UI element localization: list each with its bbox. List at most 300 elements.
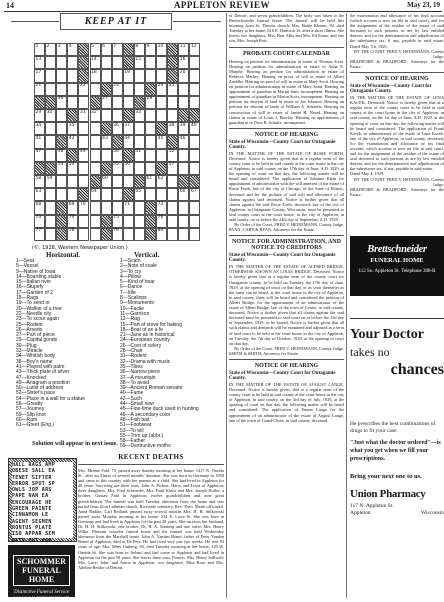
crossword-cell [112, 69, 123, 82]
horizontal-heading: Horizontal. [46, 251, 81, 259]
solution-line: AGENT SEGMEN [12, 518, 52, 525]
horizontal-clue: 1—Seat [16, 258, 35, 264]
crossword-cell: 53 [56, 162, 67, 175]
crossword-cell: 67 [189, 188, 200, 201]
schommer-address: 210 W. WASHINGTON ST. [13, 597, 70, 602]
horizontal-clue: 25—Rodent [16, 321, 43, 328]
vertical-clue: 45—Fine-time duck used in hunting [120, 406, 199, 413]
crossword-cell: 57 [167, 162, 178, 175]
crossword-column [6, 13, 224, 602]
crossword-cell: 36 [112, 122, 123, 135]
crossword-cell: 6 [101, 43, 112, 56]
crossword-cell: 56 [123, 162, 134, 175]
union-pharmacy-ad [350, 318, 444, 599]
vertical-clue: 48—Fish bait [120, 416, 150, 423]
doctor-quote: "Just what the doctor ordered"—is what you get when we fill your prescriptions. [350, 440, 441, 462]
legal-notices-column [229, 13, 344, 598]
crossword-cell: 32 [90, 109, 101, 122]
horizontal-clue: 41—Played with palm [16, 363, 65, 370]
crossword-cell [101, 83, 112, 96]
crossword-cell: 79 [112, 228, 123, 241]
crossword-cell [45, 149, 56, 162]
crossword-cell [167, 188, 178, 201]
crossword-cell [45, 162, 56, 175]
notice-court: State of Wisconsin—County Court for Outagamie County. [229, 370, 336, 381]
crossword-cell: 49 [78, 149, 89, 162]
crossword-cell [123, 149, 134, 162]
crossword-cell: 27 [101, 96, 112, 109]
crossword-cell [134, 228, 145, 241]
schommer-name: SCHOMMER FUNERAL HOME [13, 555, 70, 586]
crossword-cell: 71 [123, 201, 134, 214]
crossword-cell [134, 69, 145, 82]
crossword-cell: 33 [134, 109, 145, 122]
crossword-cell [67, 188, 78, 201]
crossword-cell [145, 135, 156, 148]
vertical-clue: 18—Boat of an a fe [120, 326, 164, 333]
crossword-cell [90, 96, 101, 109]
pharmacy-state: Wisconsin [421, 510, 444, 516]
horizontal-clue: 22—Needle city [16, 310, 52, 317]
crossword-cell [167, 43, 178, 56]
crossword-cell: 17 [34, 69, 45, 82]
crossword-cell [90, 215, 101, 228]
crossword-cell [123, 175, 134, 188]
vertical-clue: 3—To cry [120, 268, 142, 275]
solution-line: TENET SIFTER [12, 474, 52, 481]
crossword-cell [189, 69, 200, 82]
crossword-cell [67, 175, 78, 188]
crossword-cell [78, 69, 89, 82]
crossword-cell [123, 188, 134, 201]
vertical-clue: 42—Such [120, 395, 142, 402]
crossword-cell: 62 [156, 175, 167, 188]
crossword-cell [90, 135, 101, 148]
crossword-cell [90, 149, 101, 162]
crossword-cell: 73 [34, 215, 45, 228]
crossword-cell [178, 162, 189, 175]
crossword-cell [45, 122, 56, 135]
crossword-cell [123, 56, 134, 69]
horizontal-clue: 47—Knocked [16, 374, 47, 381]
vertical-clue: 35—Tibes [120, 363, 143, 370]
probate-calendar-text: Hearing on petition for administration in estate of Thomas Scott. Hearing on petition for administration in estate of Anna E. Murphy. Hearing on petition for administration in estate of Rebecca Mathey. Hearing on proof of will in estate of Albert Zuehlke. Hearing on proof of will in estate of Mary Scott. Hearing on petition for administration in estate of Mary Saint. Hearing on appointment of guardian in Martin Smit, incompetent. Hearing on appointment of guardian in Martin Scott, incompetent. Hearing on petition for descent of land in estate of Joe Johnson. Hearing on petition for descent of lands of William A. Schaefer. Hearing on construction of will in estate of James H. Nerad. Hearing on claims in estate of Louis J. Barclay. Hearing on appointment of guardian in re Dora B. Schultz, incompetent. [229, 58, 344, 125]
vertical-clue: 8—Scallops [120, 295, 147, 302]
horizontal-clue: 15—Italian river [16, 279, 52, 286]
obituary-continuation: of Detroit; and seven grandchildren. The body was taken to the Brettschneider funeral home. The funeral will be held this morning from St. Theresa church. Mrs. Hattie Kleiner, 82, died Tuesday at her home, 616 E. Hancock St. after a short illness. She leaves two daughters, Mrs. Ben. Ellis and Mrs. Ed Franz, and one son, Mrs. Joseph Pirri. [229, 13, 344, 44]
crossword-cell: 78 [67, 228, 78, 241]
vertical-clue: 10—Facile [120, 305, 144, 312]
solution-line: ENCOURAGE HE [12, 499, 52, 506]
crossword-cell: 24 [156, 83, 167, 96]
crossword-cell [90, 228, 101, 241]
crossword-cell: 64 [90, 188, 101, 201]
vertical-clue: 32—Drama with music [120, 358, 171, 365]
probate-calendar-title: PROBATE COURT CALENDAR [243, 50, 330, 57]
crossword-cell: 41 [34, 135, 45, 148]
previous-solution [8, 458, 77, 542]
crossword-cell [145, 228, 156, 241]
solution-line: HALL RAGS AMP [12, 462, 56, 468]
crossword-cell [167, 201, 178, 214]
crossword-cell [178, 149, 189, 162]
crossword-cell [45, 135, 56, 148]
crossword-cell: 20 [178, 69, 189, 82]
vertical-clue: 5—Kind of boar [120, 279, 155, 286]
doctor-headline: Your Doctor [350, 327, 425, 342]
crossword-cell [123, 83, 134, 96]
notice-of-hearing-title: NOTICE OF HEARING [254, 362, 319, 369]
crossword-cell [78, 122, 89, 135]
notice-of-hearing-text: IN THE MATTER OF THE ESTATE OF AUGUST LANGE, Deceased. Notice is hereby given, that at a regular term of the county court to be held in said county at the court house in the city of Appleton, in said county, on the 3rd day of July, 1929, at the opening of court on that day, the following matter will be heard and considered: The application of Emma Lange for the appointment of an administrator of the estate of August Lange, late of the town of Grand Chute, in said county, deceased. [229, 381, 344, 423]
crossword-cell: 60 [101, 175, 112, 188]
crossword-cell: 65 [134, 188, 145, 201]
horizontal-clue: 29—Capital gonds [16, 337, 58, 344]
crossword-cell [45, 96, 56, 109]
crossword-cell [134, 175, 145, 188]
crossword-cell: 75 [112, 215, 123, 228]
crossword-cell: 74 [67, 215, 78, 228]
crossword-cell: 70 [78, 201, 89, 214]
crossword-cell [167, 56, 178, 69]
crossword-cell [56, 135, 67, 148]
recent-deaths-title: RECENT DEATHS [118, 453, 184, 461]
crossword-cell: 76 [156, 215, 167, 228]
crossword-cell [56, 109, 67, 122]
notice-court: State of Wisconsin—County Court for Outagamie County. [229, 253, 336, 264]
crossword-cell [134, 135, 145, 148]
crossword-cell [189, 96, 200, 109]
crossword-cell: 28 [145, 96, 156, 109]
vertical-clue: 4—Pillow [120, 273, 141, 280]
solution-note: Solution will appear in next issue. [32, 441, 118, 447]
notice-date: Dated May 4, 1929. [350, 171, 385, 177]
crossword-cell: 46 [178, 135, 189, 148]
column-divider [346, 13, 347, 598]
crossword-cell [78, 135, 89, 148]
crossword-cell: 23 [112, 83, 123, 96]
notice-continuation: the examination and allowance of his final account (which account is now on file in said court), and for the assignment of the residue of the estate of said deceased to such persons as are by law entitled thereto; and for the determination and adjudication of the inheritance tax, if any, payable in said estate. Dated May 7th, 1929. [350, 13, 444, 49]
horizontal-clue: 61—Greet (Eng.) [16, 422, 55, 429]
crossword-cell: 22 [78, 83, 89, 96]
crossword-cell [156, 149, 167, 162]
crossword-cell [67, 109, 78, 122]
crossword-cell [134, 162, 145, 175]
crossword-cell [189, 56, 200, 69]
crossword-cell [78, 43, 89, 56]
crossword-banner: KEEP AT IT [60, 13, 172, 30]
notice-court: State of Wisconsin—County Court for Outagamie County. [229, 139, 336, 150]
crossword-cell: 69 [67, 201, 78, 214]
crossword-cell [189, 162, 200, 175]
crossword-cell: 80 [156, 228, 167, 241]
brettschneider-funeral-home: FUNERAL HOME [370, 257, 424, 264]
notice-of-hearing-text: IN THE MATTER OF THE ESTATE OF ROSIE FORTH, Deceased. Notice is hereby given that at a regular term of the county court to be held in said county at the court house in the city of Appleton, in said county on the 17th day of June, A.D. 1929, at the opening of court on that day, the following matter will be heard and considered: The application of Johanna Klein for appointment of administrator with the will annexed of the estate of Rosie Forth, late of the city of Chicago, in the State of Illinois, deceased and for the probate of said will and allowance of all claims against said deceased. Notice is further given that all claims against the said Rosie Forth, deceased, late of the city of Appleton, in Outagamie County, Wisconsin, must be presented to said county court at the court house, in the city of Appleton, in said county, on or before the 24th day of September, A.D. 1929. [229, 150, 344, 222]
crossword-cell: 72 [156, 201, 167, 214]
vertical-clue: 21—Jane as in historical [120, 332, 175, 339]
schommer-ad [8, 545, 75, 602]
brettschneider-ad [350, 236, 444, 296]
vertical-clue: 1—Scam [120, 258, 141, 264]
horizontal-clue: 5—Vessel [16, 263, 39, 270]
crossword-cell: 42 [67, 135, 78, 148]
crossword-cell [34, 96, 45, 109]
crossword-cell: 31 [78, 109, 89, 122]
crossword-cell: 47 [34, 149, 45, 162]
crossword-cell [56, 56, 67, 69]
crossword-cell [178, 228, 189, 241]
crossword-cell: 1 [34, 43, 45, 56]
ads-column [350, 13, 444, 598]
horizontal-clue: 43—Thick plate of silver [16, 369, 70, 376]
crossword-cell [112, 109, 123, 122]
crossword-cell [56, 175, 67, 188]
crossword-cell: 45 [156, 135, 167, 148]
brettschneider-address: 112 So. Appleton St. Telephone 308-R [358, 269, 436, 274]
crossword-cell [112, 201, 123, 214]
horizontal-clue: 17—Garden of 2 [16, 289, 53, 296]
crossword-cell: 35 [67, 122, 78, 135]
crossword-cell [167, 109, 178, 122]
notice-attorneys: RYAN, CARY & RYAN, Attorneys for the Estate. [229, 227, 316, 233]
vertical-clue: 59—Destructive moths [120, 443, 171, 450]
vertical-clue: 46—A secondary color [120, 411, 171, 418]
crossword-cell [123, 43, 134, 56]
vertical-heading: Vertical. [134, 251, 160, 259]
crossword-cell [189, 175, 200, 188]
crossword-cell [189, 201, 200, 214]
vertical-clue: 2—Note of scale [120, 263, 157, 270]
crossword-cell [45, 83, 56, 96]
crossword-cell: 13 [34, 56, 45, 69]
horizontal-clue: 18—Rags [16, 295, 39, 302]
crossword-cell: 18 [90, 69, 101, 82]
crossword-cell [189, 215, 200, 228]
crossword-cell [167, 175, 178, 188]
crossword-cell: 50 [112, 149, 123, 162]
crossword-cell: 44 [123, 135, 134, 148]
crossword-cell [189, 109, 200, 122]
notice-attorneys: SMITH & SMITH, Attorneys for Estate. [229, 350, 299, 356]
vertical-clue: 11—Garrison [120, 310, 150, 317]
recent-deaths [78, 453, 224, 570]
crossword-cell: 30 [45, 109, 56, 122]
header-rule [4, 11, 442, 12]
vertical-clues [120, 259, 224, 450]
crossword-cell [56, 228, 67, 241]
crossword-cell [45, 188, 56, 201]
crossword-cell [167, 215, 178, 228]
crossword-cell [189, 83, 200, 96]
crossword-cell [67, 149, 78, 162]
crossword-cell [90, 175, 101, 188]
vertical-clue: 28—Chair [120, 348, 143, 355]
horizontal-clue: 60—Ram [16, 416, 38, 423]
crossword-cell [156, 69, 167, 82]
crossword-cell [101, 56, 112, 69]
crossword-cell [112, 175, 123, 188]
crossword-cell [134, 96, 145, 109]
vertical-clue: 37—A mountain [120, 374, 156, 381]
crossword-cell [78, 175, 89, 188]
crossword-cell: 26 [56, 96, 67, 109]
crossword-cell: 77 [34, 228, 45, 241]
crossword-cell: 54 [67, 162, 78, 175]
vertical-clue: 53—To tell [120, 427, 144, 434]
crossword-cell [178, 83, 189, 96]
solution-line: RONTUS PLATE [12, 524, 52, 531]
crossword-cell [78, 188, 89, 201]
crossword-cell [45, 215, 56, 228]
crossword-cell [156, 188, 167, 201]
crossword-cell: 39 [178, 122, 189, 135]
crossword-cell: 34 [34, 122, 45, 135]
crossword-cell [167, 228, 178, 241]
horizontal-clue: 59—Slip knot [16, 411, 46, 418]
crossword-cell [145, 56, 156, 69]
crossword-cell [56, 201, 67, 214]
vertical-clue: 9—Monuments [120, 300, 154, 307]
notice-signature: By Order of the Court, FRED V. HEINEMANN, County Judge. [234, 345, 344, 351]
crossword-cell [90, 83, 101, 96]
vertical-clue: 7—Idle [120, 289, 136, 296]
crossword-cell: 19 [123, 69, 134, 82]
horizontal-clue: 19—To send in [16, 300, 50, 307]
horizontal-clue: 56—Greatly [16, 401, 43, 408]
crossword-cell [45, 56, 56, 69]
crossword-cell [145, 122, 156, 135]
crossword-cell [101, 201, 112, 214]
doctor-headline-3: chances [390, 361, 444, 378]
page-number: 14 [6, 1, 14, 10]
crossword-cell [156, 162, 167, 175]
crossword-cell: 55 [112, 162, 123, 175]
crossword-cell [78, 96, 89, 109]
crossword-cell [34, 162, 45, 175]
crossword-cell [178, 175, 189, 188]
crossword-grid [34, 43, 201, 241]
crossword-cell [112, 56, 123, 69]
crossword-cell: 61 [145, 175, 156, 188]
crossword-cell: 3 [56, 43, 67, 56]
crossword-cell: 29 [34, 109, 45, 122]
crossword-cell: 68 [34, 201, 45, 214]
vertical-clue: 51—Footwear [120, 422, 152, 429]
crossword-cell [189, 135, 200, 148]
horizontal-clue: 38—Boy's name [16, 358, 53, 365]
notice-court: State of Wisconsin—County Court for Outagamie County. [350, 84, 432, 95]
horizontal-clue: 30—Plug [16, 342, 37, 349]
vertical-clue: 39—Ancient Roman senator [120, 385, 183, 392]
horizontal-clue: 33—Miracle [16, 348, 43, 355]
crossword-cell [134, 122, 145, 135]
crossword-cell [112, 188, 123, 201]
crossword-cell [78, 215, 89, 228]
solution-line: PAPE NAN EA [12, 493, 49, 500]
vertical-clue: 31—Rodent [120, 353, 147, 360]
crossword-cell [56, 188, 67, 201]
vertical-clue: 40—Fame [120, 390, 144, 397]
horizontal-clue: 14—Boarding stable [16, 273, 62, 280]
pharmacy-address: 117 N. Appleton St. [350, 503, 394, 509]
crossword-cell [67, 56, 78, 69]
crossword-cell [167, 69, 178, 82]
vertical-clue: 58—Father [120, 438, 146, 445]
crossword-cell [56, 122, 67, 135]
crossword-cell: 11 [178, 43, 189, 56]
crossword-cell: 63 [34, 188, 45, 201]
vertical-clue: 38—To avoid [120, 379, 150, 386]
vertical-clue: 12—Rag [120, 316, 140, 323]
crossword-cell [45, 201, 56, 214]
pharmacy-city-row [350, 510, 444, 516]
crossword-cell [145, 215, 156, 228]
crossword-cell [101, 109, 112, 122]
crossword-cell [178, 96, 189, 109]
vertical-clue: 26—Cost of celery [120, 342, 162, 349]
crossword-cell [123, 109, 134, 122]
crossword-cell [178, 201, 189, 214]
crossword-cell: 37 [123, 122, 134, 135]
crossword-cell [145, 162, 156, 175]
crossword-cell [145, 69, 156, 82]
doctor-body: He prescribes the best combinations of drugs to fit your case. [350, 421, 436, 434]
crossword-cell [134, 215, 145, 228]
crossword-cell [56, 215, 67, 228]
crossword-cell [145, 109, 156, 122]
crossword-cell [45, 228, 56, 241]
crossword-cell [123, 96, 134, 109]
vertical-clue: 24—European country [120, 337, 171, 344]
crossword-cell: 21 [34, 83, 45, 96]
crossword-cell [189, 149, 200, 162]
doctor-headline-2: takes no [350, 345, 390, 359]
crossword-cell [123, 228, 134, 241]
crossword-cell [145, 188, 156, 201]
crossword-cell: 43 [101, 135, 112, 148]
crossword-cell: 51 [134, 149, 145, 162]
notice-signature: By Order of the Court, FRED V. HEINEMANN, County Judge. [234, 222, 344, 228]
crossword-cell [101, 188, 112, 201]
solution-line: ISO APPAR SEM [12, 531, 56, 538]
publication-title: APPLETON REVIEW [173, 0, 271, 10]
crossword-cell [56, 83, 67, 96]
crossword-cell [78, 162, 89, 175]
notice-attorneys: BRADFORD & BRADFORD, Attorneys for the Estate. [350, 58, 444, 69]
crossword-cell: 48 [56, 149, 67, 162]
crossword-cell: 66 [178, 188, 189, 201]
crossword-cell [167, 135, 178, 148]
notice-attorneys: BRADFORD & BRADFORD, Attorneys for the Estate. [350, 186, 444, 197]
solution-line: OWLS JOP ARS [12, 487, 52, 494]
schommer-tagline: Distinctive Funeral Service [14, 590, 69, 595]
brettschneider-name: Brettschneider [367, 244, 427, 255]
crossword-cell: 38 [167, 122, 178, 135]
crossword-cell [156, 109, 167, 122]
crossword-cell [78, 228, 89, 241]
crossword-cell [167, 96, 178, 109]
notice-signature: BY THE COURT, FRED V. HEINEMANN, County Judge. [354, 48, 444, 59]
crossword-cell [112, 96, 123, 109]
solution-line: ERROR SPUT SP [12, 480, 56, 487]
crossword-cell [56, 69, 67, 82]
notice-of-hearing-title: NOTICE OF HEARING [365, 76, 429, 83]
crossword-cell [78, 56, 89, 69]
crossword-cell [67, 83, 78, 96]
crossword-cell [156, 56, 167, 69]
crossword-cell [67, 96, 78, 109]
horizontal-clue: 9—Native of Iowa [16, 268, 56, 275]
